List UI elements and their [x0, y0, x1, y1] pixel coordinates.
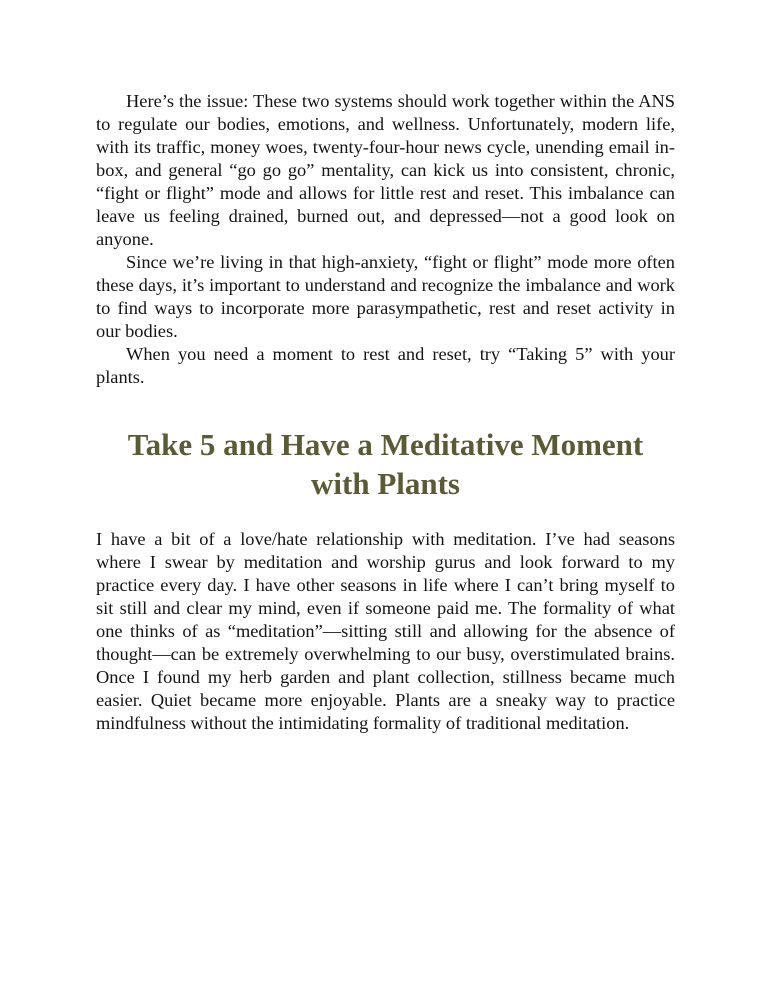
paragraph-taking-5: When you need a moment to rest and reset, try “Taking 5” with your plants.	[96, 344, 675, 387]
paragraph-fight-or-flight: Since we’re living in that high-anxiety, “fight or flight” mode more often these days, it’s important to understand and recognize the imbalance and work to find ways to incorporate more parasympathetic, rest and reset activity in our bodies.	[96, 252, 675, 341]
paragraph-meditation: I have a bit of a love/hate relationship with meditation. I’ve had seasons where I swear by meditation and worship gurus and look forward to my practice every day. I have other seasons in life where I can’t bring myself to sit still and clear my mind, even if someone paid me. The formality of what one thinks of as “meditation”—sitting still and allowing for the absence of thought—can be extremely overwhelming to our busy, overstimulated brains. Once I found my herb garden and plant collection, stillness became much easier. Quiet became more enjoyable. Plants are a sneaky way to practice mindfulness without the intimidating formality of traditional meditation.	[96, 529, 675, 733]
paragraph-ans-imbalance: Here’s the issue: These two systems should work together within the ANS to regulate our bodies, emotions, and wellness. Unfortunately, modern life, with its traffic, money woes, twenty-four-hour news cycle, unending email in-box, and general “go go go” mentality, can kick us into consistent, chronic, “fight or flight” mode and allows for little rest and reset. This imbalance can leave us feeling drained, burned out, and depressed—not a good look on anyone.	[96, 91, 675, 249]
document-page	[96, 90, 675, 735]
section-heading	[96, 425, 675, 503]
section-heading-line-1: Take 5 and Have a Meditative Moment	[127, 427, 644, 462]
section-heading-line-2: with Plants	[311, 466, 460, 501]
